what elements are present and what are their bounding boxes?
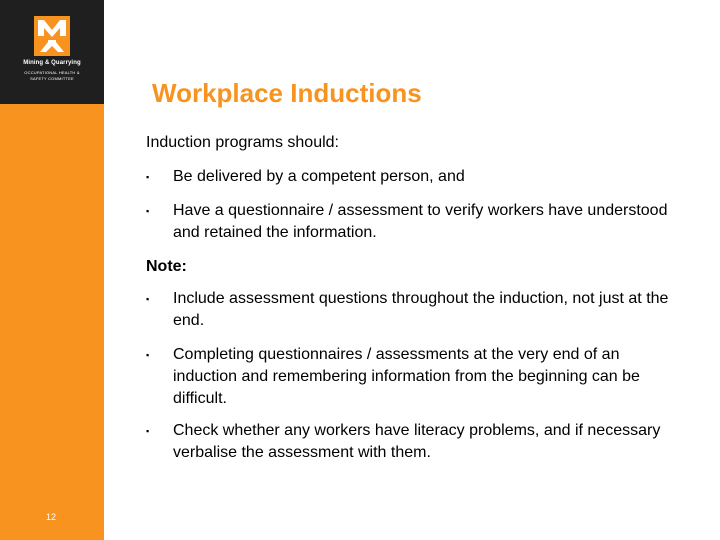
bullet-square-icon: ▪ (146, 294, 150, 304)
bullet-text: Check whether any workers have literacy problems, and if necessary verbalise the assessment with them. (173, 422, 661, 461)
page-number: 12 (46, 512, 57, 522)
bullet-text: Include assessment questions throughout the induction, not just at the end. (173, 290, 669, 329)
slide-title: Workplace Inductions (152, 78, 422, 108)
note-label: Note: (146, 258, 187, 275)
logo-text-name: Mining & Quarrying (23, 60, 81, 66)
bullet-text: Be delivered by a competent person, and (173, 168, 465, 185)
intro-text: Induction programs should: (146, 134, 339, 151)
bullet-square-icon: ▪ (146, 350, 150, 360)
bullet-square-icon: ▪ (146, 172, 150, 182)
sidebar-band (0, 0, 104, 540)
bullet-text: Have a questionnaire / assessment to verify workers have understood and retained the information. (173, 202, 668, 241)
logo-text-sub2: SAFETY COMMITTEE (30, 76, 74, 81)
logo-text-sub1: OCCUPATIONAL HEALTH & (24, 70, 80, 75)
committee-logo (0, 0, 104, 104)
bullet-text: Completing questionnaires / assessments at the very end of an induction and remembering information from the beginning can be difficult. (173, 346, 640, 407)
bullet-square-icon: ▪ (146, 206, 150, 216)
logo-emblem-icon (34, 16, 70, 56)
bullet-square-icon: ▪ (146, 426, 150, 436)
